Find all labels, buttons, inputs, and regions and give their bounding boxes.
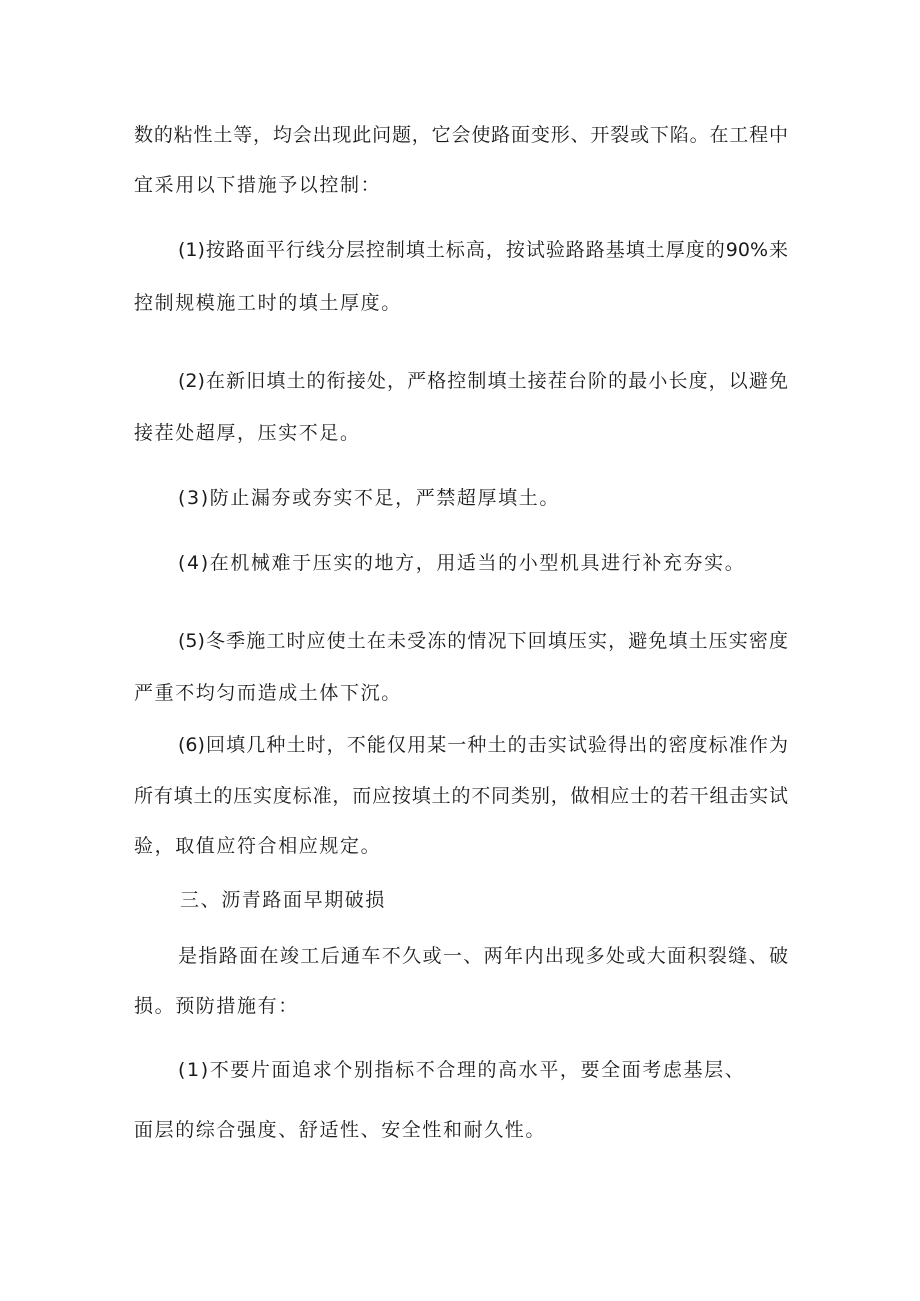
list-item-1-line: (1)不要片面追求个别指标不合理的高水平，要全面考虑基层、 bbox=[178, 1059, 746, 1081]
list-item-6-line: 所有填土的压实度标准，而应按填土的不同类别，做相应士的若干组击实试 bbox=[134, 785, 788, 807]
list-item-1-line: 面层的综合强度、舒适性、安全性和耐久性。 bbox=[134, 1119, 547, 1141]
list-item-1-line: (1)按路面平行线分层控制填土标高，按试验路路基填土厚度的90%来 bbox=[178, 239, 788, 261]
paragraph-line: 数的粘性土等，均会出现此问题，它会使路面变形、开裂或下陷。在工程中 bbox=[134, 124, 788, 146]
paragraph-line: 损。预防措施有： bbox=[134, 995, 299, 1017]
paragraph-line: 宜采用以下措施予以控制： bbox=[134, 174, 382, 196]
paragraph-line: 是指路面在竣工后通车不久或一、两年内出现多处或大面积裂缝、破 bbox=[178, 945, 788, 967]
list-item-1-line: 控制规模施工时的填土厚度。 bbox=[134, 292, 402, 314]
list-item-6-line: 验，取值应符合相应规定。 bbox=[134, 835, 382, 857]
list-item-5-line: 严重不均匀而造成土体下沉。 bbox=[134, 682, 402, 704]
list-item-6-line: (6)回填几种土时，不能仅用某一种土的击实试验得出的密度标准作为 bbox=[178, 734, 788, 756]
list-item-2-line: (2)在新旧填土的衔接处，严格控制填土接茬台阶的最小长度，以避免 bbox=[178, 370, 788, 392]
list-item-4-line: (4)在机械难于压实的地方，用适当的小型机具进行补充夯实。 bbox=[178, 552, 746, 574]
list-item-2-line: 接茬处超厚，压实不足。 bbox=[134, 422, 361, 444]
list-item-5-line: (5)冬季施工时应使土在未受冻的情况下回填压实，避免填土压实密度 bbox=[178, 630, 788, 652]
section-heading: 三、沥青路面早期破损 bbox=[180, 889, 387, 911]
list-item-3-line: (3)防止漏夯或夯实不足，严禁超厚填土。 bbox=[178, 487, 560, 509]
